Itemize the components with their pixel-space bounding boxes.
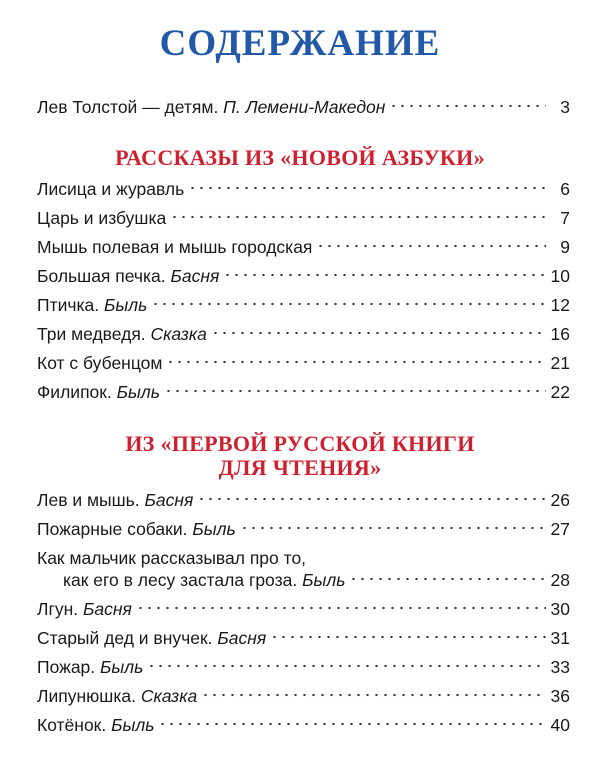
- toc-entry[interactable]: Царь и избушка 7: [37, 205, 570, 231]
- section-heading-first-russian-book-line1: ИЗ «ПЕРВОЙ РУССКОЙ КНИГИ: [125, 431, 475, 456]
- page-number: 3: [560, 97, 570, 117]
- dot-leader: [270, 634, 546, 640]
- dot-leader: [170, 214, 546, 220]
- toc-entry[interactable]: как его в лесу застала гроза. Быль 28: [63, 567, 570, 593]
- dot-leader: [240, 525, 546, 531]
- toc-entry[interactable]: Старый дед и внучек. Басня 31: [37, 625, 570, 651]
- toc-entry[interactable]: Мышь полевая и мышь городская 9: [37, 234, 570, 260]
- page-number: 21: [550, 353, 570, 373]
- page-number: 7: [560, 208, 570, 228]
- toc-entry[interactable]: Пожарные собаки. Быль 27: [37, 516, 570, 542]
- page-number: 31: [550, 628, 570, 648]
- page-number: 22: [550, 382, 570, 402]
- page-title: СОДЕРЖАНИЕ: [159, 23, 441, 64]
- toc-entry[interactable]: Три медведя. Сказка 16: [37, 321, 570, 347]
- dot-leader: [211, 330, 546, 336]
- dot-leader: [166, 359, 546, 365]
- toc-entry[interactable]: Большая печка. Басня 10: [37, 263, 570, 289]
- page-number: 28: [550, 570, 570, 590]
- section-heading-first-russian-book-line2: ДЛЯ ЧТЕНИЯ»: [218, 455, 382, 480]
- dot-leader: [201, 692, 546, 698]
- dot-leader: [147, 663, 546, 669]
- toc-entry[interactable]: Котёнок. Быль 40: [37, 712, 570, 738]
- page-number: 26: [550, 490, 570, 510]
- entry-label: Лев Толстой — детям. П. Лемени-Македон: [37, 97, 386, 117]
- dot-leader: [151, 301, 546, 307]
- dot-leader: [316, 243, 546, 249]
- dot-leader: [164, 388, 546, 394]
- toc-entry-intro[interactable]: [37, 94, 570, 120]
- toc-entry[interactable]: Лгун. Басня 30: [37, 596, 570, 622]
- toc-entry[interactable]: Лев и мышь. Басня 26: [37, 487, 570, 513]
- section-heading-new-azbuka: РАССКАЗЫ ИЗ «НОВОЙ АЗБУКИ»: [115, 145, 485, 170]
- dot-leader: [136, 605, 546, 611]
- dot-leader: [188, 185, 546, 191]
- dot-leader: [158, 721, 546, 727]
- toc-entry[interactable]: Липунюшка. Сказка 36: [37, 683, 570, 709]
- page-number: 9: [560, 237, 570, 257]
- dot-leader: [389, 103, 546, 109]
- toc-entry[interactable]: Пожар. Быль 33: [37, 654, 570, 680]
- page-number: 12: [550, 295, 570, 315]
- page-number: 6: [560, 179, 570, 199]
- toc-entry[interactable]: Филипок. Быль 22: [37, 379, 570, 405]
- page-number: 36: [550, 686, 570, 706]
- toc-entry-line1[interactable]: Как мальчик рассказывал про то,: [37, 548, 307, 568]
- page-number: 40: [550, 715, 570, 735]
- toc-entry[interactable]: Птичка. Быль 12: [37, 292, 570, 318]
- toc-entry[interactable]: Кот с бубенцом 21: [37, 350, 570, 376]
- page-number: 27: [550, 519, 570, 539]
- page-number: 16: [550, 324, 570, 344]
- dot-leader: [349, 576, 546, 582]
- dot-leader: [197, 496, 546, 502]
- dot-leader: [223, 272, 546, 278]
- page-number: 33: [550, 657, 570, 677]
- toc-entry[interactable]: Лисица и журавль 6: [37, 176, 570, 202]
- page-number: 10: [550, 266, 570, 286]
- page-number: 30: [550, 599, 570, 619]
